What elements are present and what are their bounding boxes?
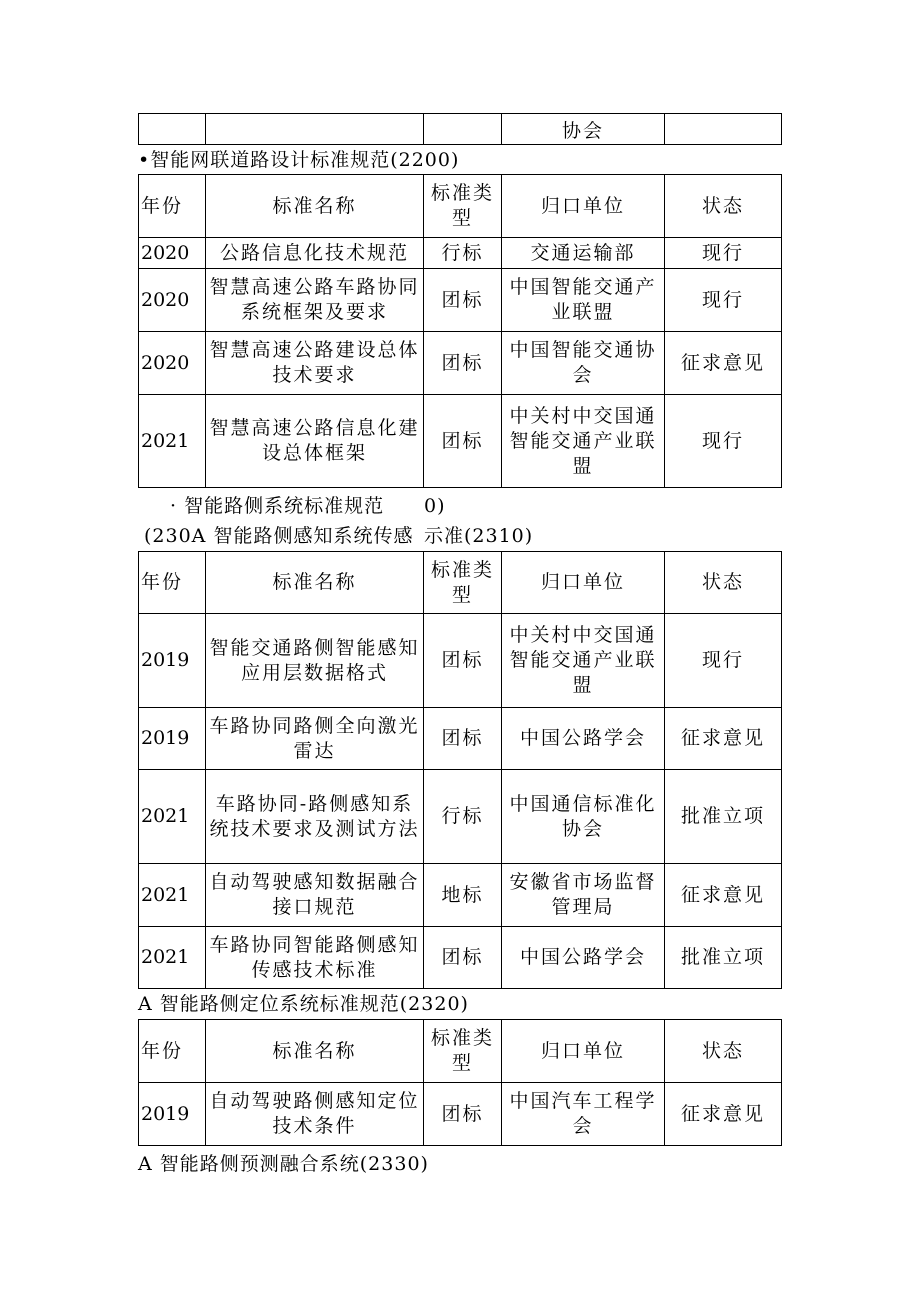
row-name: 车路协同路侧全向激光雷达: [206, 708, 424, 770]
table-row: [139, 395, 782, 488]
section-2310-heading-tail: 示准(2310): [424, 525, 534, 547]
row-year: 2021: [139, 927, 206, 989]
row-type: 团标: [424, 927, 502, 989]
row-name: 智慧高速公路车路协同系统框架及要求: [206, 269, 424, 332]
row-org: 中关村中交国通智能交通产业联盟: [502, 614, 665, 708]
section-2330-heading: A 智能路侧预测融合系统(2330): [138, 1153, 429, 1175]
table-row: [139, 238, 782, 269]
row-year: 2020: [139, 332, 206, 395]
row-status: 现行: [665, 238, 782, 269]
cell-empty: [665, 114, 782, 145]
section-2300-heading: · 智能路侧系统标准规范: [170, 495, 385, 517]
org-tail-cell: 协会: [502, 114, 665, 145]
section-2310-heading: (230A 智能路侧感知系统传感: [144, 525, 414, 547]
row-status: 批准立项: [665, 770, 782, 864]
table-header-row: [139, 175, 782, 238]
table-row: [139, 332, 782, 395]
header-type: 标准类型: [424, 1020, 502, 1083]
row-org: 中国汽车工程学会: [502, 1083, 665, 1146]
row-org: 中国通信标准化协会: [502, 770, 665, 864]
table-row: [139, 708, 782, 770]
row-type: 行标: [424, 770, 502, 864]
row-type: 团标: [424, 1083, 502, 1146]
header-org: 归口单位: [502, 175, 665, 238]
row-type: 团标: [424, 708, 502, 770]
row-type: 地标: [424, 864, 502, 927]
top-table: [138, 113, 782, 145]
row-name: 智慧高速公路建设总体技术要求: [206, 332, 424, 395]
header-org: 归口单位: [502, 1020, 665, 1083]
row-org: 中国公路学会: [502, 708, 665, 770]
row-name: 智能交通路侧智能感知应用层数据格式: [206, 614, 424, 708]
row-year: 2019: [139, 708, 206, 770]
section-2320-heading: A 智能路侧定位系统标准规范(2320): [138, 993, 469, 1015]
row-status: 批准立项: [665, 927, 782, 989]
table-2320: [138, 1019, 782, 1146]
row-status: 征求意见: [665, 864, 782, 927]
header-type: 标准类型: [424, 552, 502, 614]
row-name: 自动驾驶路侧感知定位技术条件: [206, 1083, 424, 1146]
row-type: 团标: [424, 332, 502, 395]
row-type: 团标: [424, 269, 502, 332]
row-status: 现行: [665, 269, 782, 332]
header-org: 归口单位: [502, 552, 665, 614]
table-2310: [138, 551, 782, 989]
row-type: 团标: [424, 614, 502, 708]
row-org: 交通运输部: [502, 238, 665, 269]
table-header-row: [139, 1020, 782, 1083]
table-row: [139, 770, 782, 864]
cell-empty: [424, 114, 502, 145]
row-year: 2021: [139, 864, 206, 927]
row-status: 现行: [665, 614, 782, 708]
header-name: 标准名称: [206, 1020, 424, 1083]
row-name: 车路协同智能路侧感知传感技术标准: [206, 927, 424, 989]
header-name: 标准名称: [206, 552, 424, 614]
row-year: 2020: [139, 269, 206, 332]
cell-empty: [206, 114, 424, 145]
row-status: 征求意见: [665, 1083, 782, 1146]
header-year: 年份: [139, 175, 206, 238]
header-status: 状态: [665, 552, 782, 614]
row-type: 行标: [424, 238, 502, 269]
cell-empty: [139, 114, 206, 145]
table-row: [139, 864, 782, 927]
table-2200: [138, 174, 782, 488]
row-type: 团标: [424, 395, 502, 488]
section-2300-heading-tail: 0): [424, 495, 446, 517]
row-org: 中国公路学会: [502, 927, 665, 989]
row-name: 公路信息化技术规范: [206, 238, 424, 269]
row-org: 中国智能交通产业联盟: [502, 269, 665, 332]
row-org: 安徽省市场监督管理局: [502, 864, 665, 927]
row-year: 2021: [139, 770, 206, 864]
row-name: 自动驾驶感知数据融合接口规范: [206, 864, 424, 927]
row-name: 车路协同-路侧感知系统技术要求及测试方法: [206, 770, 424, 864]
row-year: 2019: [139, 1083, 206, 1146]
header-type: 标准类型: [424, 175, 502, 238]
section-2200-heading: •智能网联道路设计标准规范(2200): [138, 149, 460, 171]
row-year: 2020: [139, 238, 206, 269]
table-row: [139, 927, 782, 989]
table-header-row: [139, 552, 782, 614]
row-status: 现行: [665, 395, 782, 488]
row-year: 2021: [139, 395, 206, 488]
row-status: 征求意见: [665, 332, 782, 395]
row-org: 中国智能交通协会: [502, 332, 665, 395]
header-year: 年份: [139, 1020, 206, 1083]
row-org: 中关村中交国通智能交通产业联盟: [502, 395, 665, 488]
header-status: 状态: [665, 1020, 782, 1083]
table-row: [139, 269, 782, 332]
row-status: 征求意见: [665, 708, 782, 770]
table-row: [139, 614, 782, 708]
header-year: 年份: [139, 552, 206, 614]
header-name: 标准名称: [206, 175, 424, 238]
row-name: 智慧高速公路信息化建设总体框架: [206, 395, 424, 488]
row-year: 2019: [139, 614, 206, 708]
table-row: [139, 1083, 782, 1146]
header-status: 状态: [665, 175, 782, 238]
